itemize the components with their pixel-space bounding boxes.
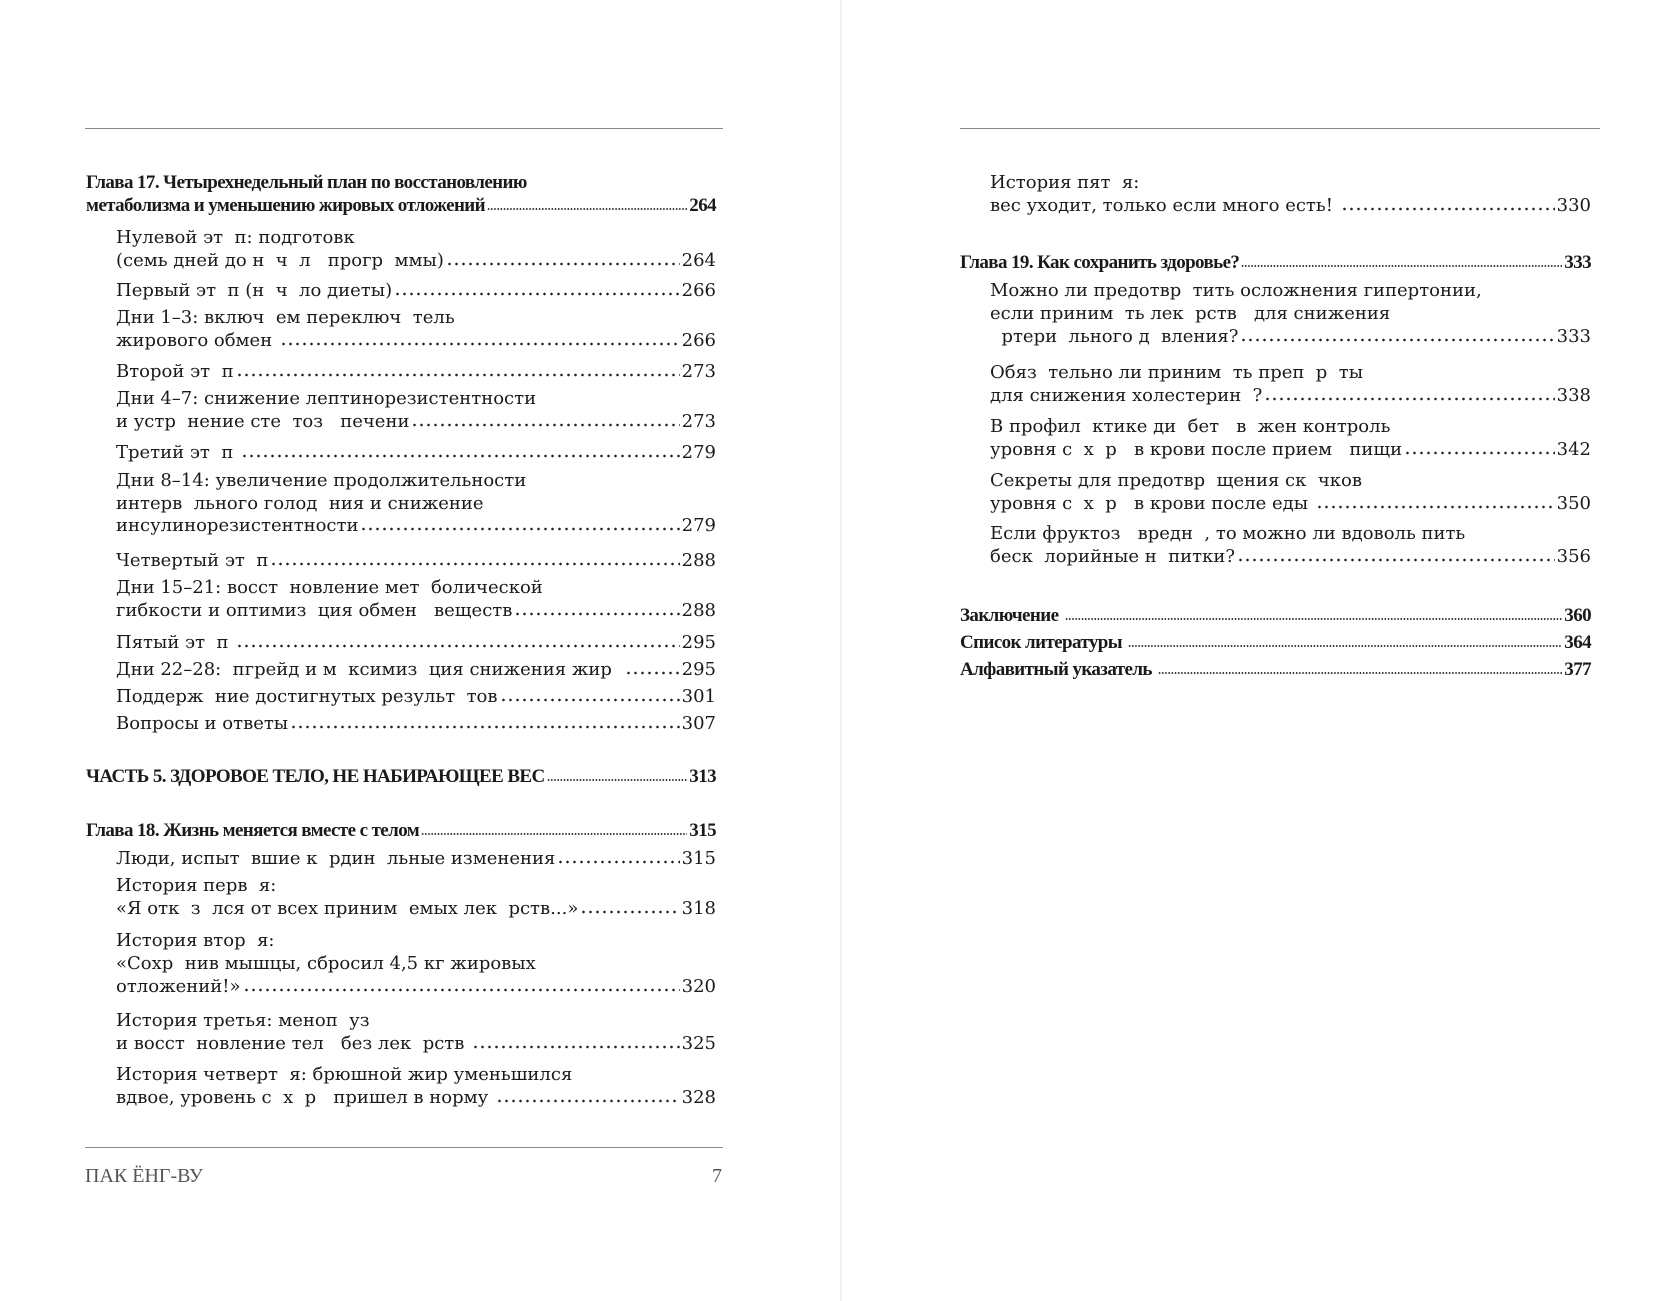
dot-leader	[236, 644, 679, 648]
toc-entry[interactable]	[116, 280, 716, 303]
dot-leader	[421, 832, 687, 836]
toc-entry-title-line: Обяз тельно ли приним ть преп р ты	[990, 362, 1364, 384]
toc-entry-title-line: История пят я:	[990, 171, 1140, 193]
page-number: 7	[712, 1165, 722, 1187]
toc-entry-last-line	[86, 820, 716, 843]
dot-leader	[360, 527, 679, 531]
toc-entry-title-line: Алфавитный указатель	[960, 658, 1156, 680]
toc-entry-last-line	[116, 361, 716, 384]
toc-entry-last-line	[116, 515, 716, 538]
dot-leader	[496, 1099, 680, 1103]
toc-entry[interactable]	[116, 1064, 716, 1110]
toc-entry-title-line: отложений!»	[116, 975, 241, 997]
toc-entry-last-line	[116, 976, 716, 999]
toc-entry-last-line	[116, 632, 716, 655]
toc-heading-entry[interactable]	[86, 820, 716, 843]
toc-page-number: 320	[681, 975, 716, 997]
toc-entry-title-line: «Сохр нив мышцы, сбросил 4,5 кг жировых	[116, 952, 536, 974]
toc-entry-title-line: беск лорийные н питки?	[990, 546, 1236, 568]
toc-entry[interactable]	[990, 416, 1591, 462]
toc-entry-last-line	[116, 686, 716, 709]
toc-page-number: 266	[681, 280, 716, 302]
toc-entry-last-line	[116, 330, 716, 353]
toc-page-number: 279	[681, 441, 716, 463]
toc-entry-title-line: Дни 4–7: снижение лептинорезистентности	[116, 387, 537, 409]
toc-entry[interactable]	[116, 470, 716, 539]
dot-leader	[625, 671, 679, 675]
dot-leader	[446, 262, 680, 266]
toc-entry[interactable]	[116, 875, 716, 921]
toc-entry-title-line: гибкости и оптимиз ция обмен веществ	[116, 600, 513, 621]
toc-entry-title-line: Секреты для предотвр щения ск чков	[990, 469, 1362, 491]
toc-entry-last-line	[86, 195, 716, 218]
toc-entry-title-line: Пятый эт п	[116, 631, 235, 653]
toc-entry-title-line: Второй эт п	[116, 361, 234, 383]
dot-leader	[487, 207, 687, 211]
toc-entry-title-line: Глава 17. Четырехнедельный план по восстановлению	[86, 171, 527, 193]
toc-entry-title-line: В профил ктике ди бет в жен контроль	[990, 415, 1391, 437]
toc-entry-title-line: Люди, испыт вшие к рдин льные изменения	[116, 848, 556, 869]
toc-page-number: 315	[689, 820, 716, 842]
toc-entry[interactable]	[116, 686, 716, 709]
dot-leader	[1341, 207, 1555, 211]
toc-entry-last-line	[116, 600, 716, 623]
toc-page-number: 313	[689, 766, 716, 788]
toc-heading-entry[interactable]	[960, 632, 1591, 655]
toc-entry-title-line: и устр нение сте тоз печени	[116, 410, 410, 432]
toc-page-number: 338	[1556, 385, 1591, 406]
toc-entry-title-line: История третья: меноп уз	[116, 1010, 370, 1032]
dot-leader	[236, 373, 680, 377]
toc-entry-last-line	[116, 411, 716, 434]
toc-page-number: 264	[689, 194, 716, 216]
toc-entry-title-line: Первый эт п (н ч ло диеты)	[116, 280, 393, 302]
toc-page-number: 325	[681, 1033, 716, 1055]
toc-entry-title-line: Поддерж ние достигнутых результ тов	[116, 685, 498, 707]
toc-page-number: 301	[681, 685, 716, 707]
toc-entry-last-line	[116, 848, 716, 871]
toc-entry-title-line: уровня с х р в крови после еды	[990, 492, 1314, 514]
toc-entry[interactable]	[990, 523, 1591, 569]
toc-page-number: 315	[681, 848, 716, 869]
toc-page-number: 342	[1556, 438, 1591, 460]
dot-leader	[1264, 397, 1554, 401]
toc-entry-last-line	[960, 659, 1591, 682]
footer-rule	[85, 1147, 723, 1148]
dot-leader	[1128, 644, 1562, 648]
toc-entry[interactable]	[116, 361, 716, 384]
toc-entry-title-line: Вопросы и ответы	[116, 712, 289, 734]
toc-entry[interactable]	[116, 307, 716, 353]
toc-heading-entry[interactable]	[86, 172, 716, 218]
toc-entry[interactable]	[116, 442, 716, 465]
dot-leader	[243, 988, 680, 992]
toc-page-number: 295	[681, 631, 716, 653]
toc-entry[interactable]	[116, 659, 716, 682]
toc-entry-last-line	[116, 442, 716, 465]
toc-page-number: 273	[681, 410, 716, 432]
toc-page-number: 318	[681, 897, 716, 919]
toc-entry-last-line	[116, 713, 716, 736]
toc-entry-last-line	[990, 385, 1591, 408]
dot-leader	[270, 562, 679, 566]
toc-entry-title-line: ртери льного д вления?	[990, 326, 1239, 348]
toc-page-number: 333	[1556, 326, 1591, 348]
toc-heading-entry[interactable]	[960, 252, 1591, 275]
dot-leader	[241, 454, 680, 458]
dot-leader	[1241, 264, 1562, 268]
toc-page-number: 288	[681, 600, 716, 621]
toc-entry-title-line: Дни 22–28: пгрейд и м ксимиз ция снижения жир	[116, 658, 624, 680]
toc-entry-title-line: История перв я:	[116, 874, 277, 896]
toc-entry-title-line: вес уходит, только если много есть!	[990, 194, 1339, 216]
toc-entry-last-line	[960, 605, 1591, 628]
toc-entry-title-line: Если фруктоз вредн , то можно ли вдоволь пить	[990, 523, 1466, 545]
toc-entry[interactable]	[116, 577, 716, 623]
toc-entry-last-line	[116, 250, 716, 273]
toc-entry-title-line: ЧАСТЬ 5. ЗДОРОВОЕ ТЕЛО, НЕ НАБИРАЮЩЕЕ ВЕС	[86, 766, 545, 788]
toc-entry-last-line	[990, 326, 1591, 349]
dot-leader	[500, 698, 680, 702]
toc-entry-title-line: метаболизма и уменьшению жировых отложений	[86, 194, 485, 216]
toc-entry-title-line: Дни 15–21: восст новление мет болической	[116, 577, 543, 599]
toc-entry-title-line: История четверт я: брюшной жир уменьшился	[116, 1064, 573, 1086]
toc-entry-title-line: «Я отк з лся от всех приним емых лек рств...»	[116, 897, 579, 919]
toc-entry-title-line: интерв льного голод ния и снижение	[116, 492, 484, 514]
dot-leader	[1158, 671, 1562, 675]
toc-entry-title-line: для снижения холестерин ?	[990, 385, 1263, 406]
dot-leader	[290, 725, 680, 729]
dot-leader	[580, 910, 679, 914]
toc-entry[interactable]	[990, 362, 1591, 408]
dot-leader	[1316, 505, 1555, 509]
toc-entry[interactable]	[116, 848, 716, 871]
toc-entry-title-line: уровня с х р в крови после прием пищи	[990, 438, 1403, 460]
dot-leader	[547, 778, 688, 782]
toc-page-number: 307	[681, 712, 716, 734]
toc-heading-entry[interactable]	[960, 605, 1591, 628]
toc-entry-title-line: (семь дней до н ч л прогр ммы)	[116, 249, 444, 271]
toc-entry-last-line	[990, 195, 1591, 218]
toc-entry-title-line: Можно ли предотвр тить осложнения гипертонии,	[990, 280, 1482, 302]
toc-entry-last-line	[990, 439, 1591, 462]
toc-page-number: 279	[681, 515, 716, 537]
toc-entry-title-line: Глава 18. Жизнь меняется вместе с телом	[86, 820, 420, 842]
toc-entry-title-line: Нулевой эт п: подготовк	[116, 226, 355, 248]
toc-entry-last-line	[960, 252, 1591, 275]
header-rule	[960, 128, 1600, 129]
toc-entry-title-line: Третий эт п	[116, 441, 240, 463]
toc-entry[interactable]	[116, 930, 716, 999]
toc-page-number: 266	[681, 330, 716, 352]
toc-entry-last-line	[116, 898, 716, 921]
toc-entry-title-line: Четвертый эт п	[116, 550, 269, 572]
dot-leader	[411, 423, 679, 427]
toc-entry-title-line: жирового обмен	[116, 330, 278, 352]
toc-entry-title-line: и восст новление тел без лек рств	[116, 1033, 471, 1055]
toc-entry-title-line: Список литературы	[960, 631, 1127, 653]
toc-entry-last-line	[86, 766, 716, 789]
toc-page-number: 364	[1564, 631, 1591, 653]
toc-page-number: 295	[681, 658, 716, 680]
toc-entry-title-line: Дни 8–14: увеличение продолжительности	[116, 469, 527, 491]
toc-entry-last-line	[116, 1087, 716, 1110]
dot-leader	[472, 1045, 680, 1049]
toc-page-number: 288	[681, 550, 716, 572]
dot-leader	[514, 612, 679, 616]
toc-entry[interactable]	[116, 227, 716, 273]
toc-entry-last-line	[990, 546, 1591, 569]
header-rule	[85, 128, 723, 129]
dot-leader	[1404, 451, 1555, 455]
toc-entry-last-line	[116, 550, 716, 573]
toc-entry-last-line	[960, 632, 1591, 655]
toc-heading-entry[interactable]	[960, 659, 1591, 682]
toc-entry[interactable]	[990, 280, 1591, 349]
toc-entry[interactable]	[116, 550, 716, 573]
toc-page-number: 264	[681, 249, 716, 271]
toc-page-number: 328	[681, 1086, 716, 1108]
toc-page-number: 330	[1556, 194, 1591, 216]
toc-page-number: 350	[1556, 492, 1591, 514]
toc-entry-last-line	[116, 280, 716, 303]
dot-leader	[557, 860, 679, 864]
toc-entry-last-line	[116, 659, 716, 682]
toc-entry-title-line: вдвое, уровень с х р пришел в норму	[116, 1086, 494, 1108]
toc-entry[interactable]	[116, 713, 716, 736]
toc-entry[interactable]	[116, 388, 716, 434]
toc-entry-title-line: Глава 19. Как сохранить здоровье?	[960, 252, 1240, 274]
toc-page-number: 273	[681, 361, 716, 383]
dot-leader	[1240, 338, 1554, 342]
dot-leader	[1237, 558, 1555, 562]
toc-entry-title-line: История втор я:	[116, 929, 275, 951]
toc-page-number: 377	[1564, 658, 1591, 680]
toc-page-number: 356	[1556, 546, 1591, 568]
toc-entry-last-line	[990, 493, 1591, 516]
toc-entry-title-line: Заключение	[960, 605, 1063, 627]
toc-entry-last-line	[116, 1033, 716, 1056]
dot-leader	[1065, 617, 1563, 621]
toc-entry[interactable]	[990, 172, 1591, 218]
toc-page-number: 333	[1564, 252, 1591, 274]
toc-entry-title-line: если приним ть лек рств для снижения	[990, 303, 1391, 325]
right-page	[842, 0, 1677, 1301]
toc-page-number: 360	[1564, 605, 1591, 627]
toc-entry[interactable]	[990, 470, 1591, 516]
footer-author: ПАК ЁНГ-ВУ	[85, 1165, 203, 1187]
toc-entry-title-line: Дни 1–3: включ ем переключ тель	[116, 307, 455, 329]
dot-leader	[280, 342, 680, 346]
toc-entry[interactable]	[116, 632, 716, 655]
toc-entry[interactable]	[116, 1010, 716, 1056]
toc-entry-title-line: инсулинорезистентности	[116, 515, 359, 537]
dot-leader	[394, 292, 680, 296]
toc-heading-entry[interactable]	[86, 766, 716, 789]
